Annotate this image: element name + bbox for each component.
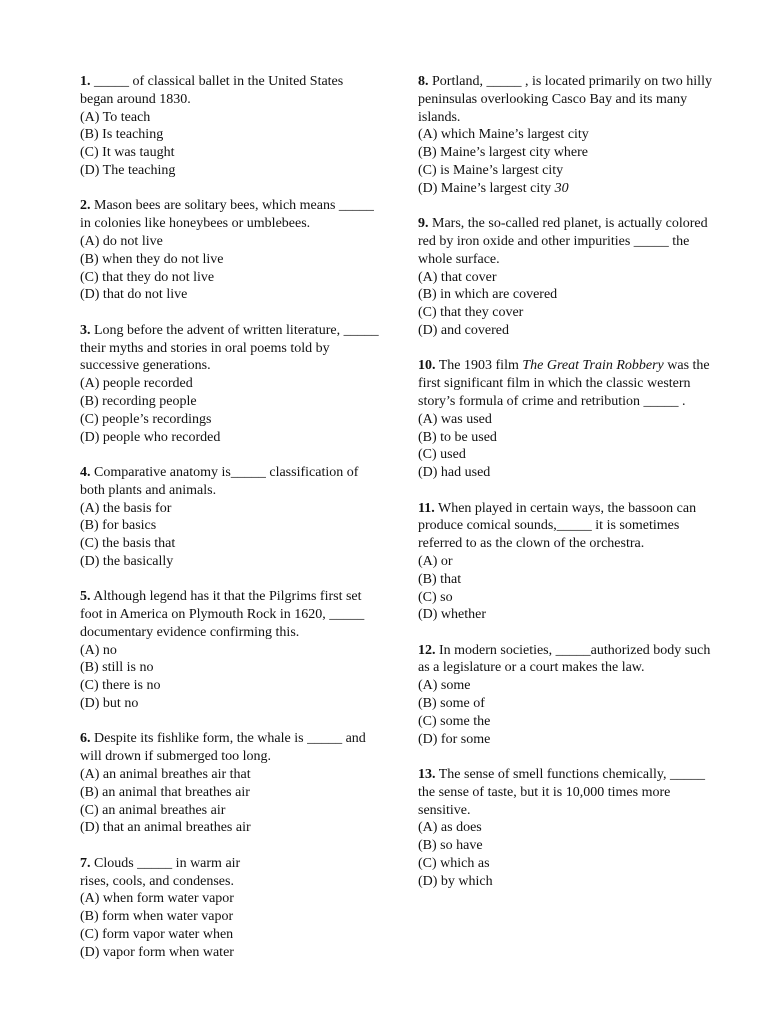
- question-number: 7.: [80, 855, 91, 871]
- question-stem: [418, 357, 718, 410]
- answer-option: (B) form when water vapor: [80, 909, 234, 925]
- answer-option: (C) there is no: [80, 678, 161, 694]
- answer-option: (B) Is teaching: [80, 127, 164, 143]
- answer-option: (A) that cover: [418, 269, 497, 285]
- answer-option: (C) an animal breathes air: [80, 802, 226, 818]
- question-stem: [80, 322, 383, 375]
- question-stem: [418, 500, 718, 553]
- question-stem: [80, 464, 380, 500]
- answer-option: (A) or: [418, 553, 453, 569]
- answer-option: (B) so have: [418, 838, 483, 854]
- question-item: [80, 588, 380, 713]
- question-item: [80, 730, 380, 837]
- question-number: 1.: [80, 74, 91, 89]
- question-stem: [418, 73, 718, 126]
- answer-option: (B) some of: [418, 696, 485, 712]
- answer-option: (C) some the: [418, 713, 491, 729]
- answer-option: (A) people recorded: [80, 376, 193, 392]
- right-column: [418, 73, 718, 908]
- question-item: [418, 642, 718, 749]
- question-item: [418, 500, 718, 625]
- question-stem: [80, 197, 380, 233]
- answer-option: (B) to be used: [418, 429, 497, 445]
- stem-text: When played in certain ways, the bassoon can produce comical sounds,_____ it is sometimes referred to as the clown of the orchestra.: [418, 500, 700, 552]
- stem-text: Despite its fishlike form, the whale is _____ and will drown if submerged too long.: [80, 731, 370, 765]
- stem-text: Long before the advent of written literature, _____ their myths and stories in oral poems told by successive generations.: [80, 322, 383, 374]
- stem-text: Comparative anatomy is_____ classification of both plants and animals.: [80, 464, 362, 498]
- question-number: 6.: [80, 731, 91, 747]
- answer-option: (B) in which are covered: [418, 287, 558, 303]
- answer-option: (D) that an animal breathes air: [80, 820, 251, 836]
- question-number: 3.: [80, 322, 91, 338]
- answer-option: (C) is Maine’s largest city: [418, 162, 564, 178]
- answer-option: (A) which Maine’s largest city: [418, 127, 589, 143]
- answer-option: (C) used: [418, 447, 466, 463]
- answer-option: (D) The teaching: [80, 162, 176, 178]
- question-stem: [80, 855, 380, 891]
- answer-option: (A) do not live: [80, 233, 163, 249]
- answer-option: (D) had used: [418, 465, 491, 481]
- stem-text: was the first significant film in which the classic western story’s formula of crime and retribution _____ .: [418, 358, 714, 409]
- stem-text: In modern societies, _____authorized body such as a legislature or a court makes the law.: [418, 642, 714, 676]
- answer-option: (D) by which: [418, 873, 493, 889]
- question-number: 12.: [418, 642, 436, 658]
- answer-option: (C) the basis that: [80, 536, 176, 552]
- answer-option: (A) an animal breathes air that: [80, 767, 251, 783]
- stem-text: The sense of smell functions chemically, _____ the sense of taste, but it is 10,000 times more sensitive.: [418, 767, 709, 818]
- answer-option: (C) that they do not live: [80, 269, 215, 285]
- answer-option: (C) It was taught: [80, 145, 175, 161]
- question-number: 10.: [418, 358, 436, 374]
- answer-option: (D) but no: [80, 696, 139, 712]
- answer-option: (A) was used: [418, 411, 492, 427]
- question-item: [418, 357, 718, 482]
- question-number: 11.: [418, 500, 435, 516]
- question-item: [418, 766, 718, 891]
- answer-option: (B) an animal that breathes air: [80, 784, 250, 800]
- answer-option: (B) still is no: [80, 660, 154, 676]
- stem-text: Although legend has it that the Pilgrims first set foot in America on Plymouth Rock in 1620, _____ documentary evidence confirming this.: [80, 589, 368, 640]
- question-item: [418, 215, 718, 340]
- answer-option: (C) that they cover: [418, 305, 524, 321]
- answer-option: (B) recording people: [80, 393, 197, 409]
- question-stem: [80, 730, 380, 766]
- answer-option: (A) To teach: [80, 109, 151, 125]
- question-number: 9.: [418, 216, 429, 232]
- answer-option: (B) Maine’s largest city where: [418, 145, 589, 161]
- question-stem: [80, 73, 380, 109]
- answer-option: (A) the basis for: [80, 500, 172, 516]
- answer-option: (D) the basically: [80, 553, 174, 569]
- answer-option: (D) vapor form when water: [80, 944, 234, 960]
- question-item: [418, 73, 718, 198]
- question-number: 4.: [80, 464, 91, 480]
- question-number: 2.: [80, 198, 91, 214]
- stem-text: Mason bees are solitary bees, which means _____ in colonies like honeybees or umblebees.: [80, 198, 378, 232]
- question-number: 5.: [80, 589, 91, 605]
- answer-option: (A) no: [80, 642, 117, 658]
- answer-option: (D) whether: [418, 607, 487, 623]
- answer-option: (D) people who recorded: [80, 429, 221, 445]
- question-item: [80, 73, 380, 180]
- stem-text: Mars, the so-called red planet, is actually colored red by iron oxide and other impurities _____ the whole surface.: [418, 216, 712, 267]
- answer-option: (B) when they do not live: [80, 251, 224, 267]
- question-number: 13.: [418, 767, 436, 783]
- question-item: [80, 855, 380, 962]
- answer-option: (C) so: [418, 589, 453, 605]
- answer-option: (B) for basics: [80, 518, 157, 534]
- question-stem: [418, 642, 718, 678]
- question-item: [80, 464, 380, 571]
- answer-option: (B) that: [418, 571, 462, 587]
- question-stem: [418, 215, 718, 268]
- answer-option: (D) Maine’s largest city 30: [418, 180, 569, 196]
- answer-option: (D) for some: [418, 731, 491, 747]
- stem-text: _____ of classical ballet in the United States began around 1830.: [80, 74, 347, 107]
- answer-option: (A) some: [418, 678, 471, 694]
- answer-option: (D) and covered: [418, 322, 509, 338]
- stem-text: The 1903 film: [435, 358, 523, 374]
- question-stem: [418, 766, 718, 819]
- left-column: [80, 73, 383, 979]
- answer-option: (D) that do not live: [80, 287, 188, 303]
- question-stem: [80, 588, 380, 641]
- stem-text: Clouds _____ in warm air rises, cools, and condenses.: [80, 855, 241, 889]
- answer-option: (A) as does: [418, 820, 482, 836]
- stem-text: Portland, _____ , is located primarily on two hilly peninsulas overlooking Casco Bay and its many islands.: [418, 74, 716, 125]
- question-item: [80, 322, 383, 447]
- answer-option: (C) people’s recordings: [80, 411, 212, 427]
- answer-option: (A) when form water vapor: [80, 891, 234, 907]
- question-number: 8.: [418, 74, 429, 89]
- answer-option: (C) form vapor water when: [80, 927, 234, 943]
- answer-option: (C) which as: [418, 856, 490, 872]
- question-item: [80, 197, 380, 304]
- film-title-text: The Great Train Robbery: [522, 358, 664, 374]
